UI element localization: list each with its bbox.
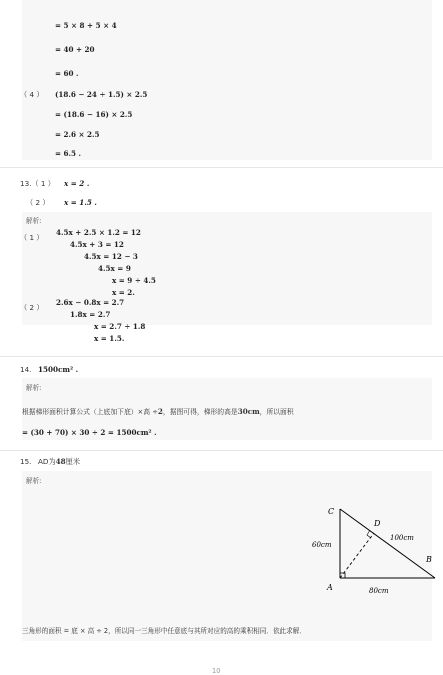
vertex-label-c: C bbox=[328, 507, 335, 516]
formula: = (30 + 70) × 30 ÷ 2 = 1500cm² . bbox=[22, 428, 157, 437]
vertex-label-d: D bbox=[374, 519, 381, 528]
explanation: 根据梯形面积计算公式（上底加下底）×高 ÷2，据图可得，梯形的高是30cm，所以面积 bbox=[22, 407, 294, 416]
step-line: 1.8x = 2.7 bbox=[70, 310, 111, 319]
question-number: 15. bbox=[20, 457, 32, 466]
side-label-ab: 80cm bbox=[369, 587, 389, 595]
vertex-label-b: B bbox=[426, 555, 432, 564]
question-number: 14. bbox=[20, 365, 32, 374]
part-label: （ 1 ） bbox=[20, 233, 44, 242]
analysis-label: 解析: bbox=[26, 477, 42, 485]
side-label-ca: 60cm bbox=[312, 541, 332, 549]
part-label: （ 2 ） bbox=[26, 198, 50, 207]
step-line: = 60 . bbox=[55, 69, 79, 78]
part-label: （ 2 ） bbox=[20, 303, 44, 312]
step-line: 4.5x + 3 = 12 bbox=[70, 240, 124, 249]
triangle-figure bbox=[300, 495, 440, 605]
question-number: 13.（ 1 ） bbox=[20, 179, 55, 188]
analysis-label: 解析: bbox=[26, 217, 42, 225]
answer: x = 2 . bbox=[64, 179, 90, 188]
answer: AD为48厘米 bbox=[38, 457, 81, 466]
analysis-label: 解析: bbox=[26, 384, 42, 392]
side-label-cb: 100cm bbox=[390, 534, 414, 542]
step-line: 2.6x − 0.8x = 2.7 bbox=[56, 298, 125, 307]
explanation: 三角形的面积 = 底 × 高 ÷ 2，所以同一三角形中任意底与其所对应的高的乘积相同．依此求解． bbox=[22, 627, 306, 635]
step-line: 4.5x = 9 bbox=[98, 264, 131, 273]
answer: 1500cm² . bbox=[38, 365, 79, 374]
part-label: （ 4 ） bbox=[20, 90, 44, 99]
step-line: 4.5x + 2.5 × 1.2 = 12 bbox=[56, 228, 141, 237]
step-line: = 40 + 20 bbox=[55, 45, 95, 54]
divider bbox=[0, 167, 443, 168]
step-line: x = 2. bbox=[112, 288, 135, 297]
step-line: = 2.6 × 2.5 bbox=[55, 130, 100, 139]
step-line: = 6.5 . bbox=[55, 149, 82, 158]
step-line: x = 9 ÷ 4.5 bbox=[112, 276, 156, 285]
step-line: (18.6 − 24 ÷ 1.5) × 2.5 bbox=[55, 90, 148, 99]
page-number: 10 bbox=[212, 667, 221, 675]
step-line: x = 2.7 ÷ 1.8 bbox=[94, 322, 146, 331]
divider bbox=[0, 356, 443, 357]
divider bbox=[0, 450, 443, 451]
step-line: = 5 × 8 + 5 × 4 bbox=[55, 21, 117, 30]
vertex-label-a: A bbox=[327, 583, 333, 592]
step-line: = (18.6 − 16) × 2.5 bbox=[55, 110, 133, 119]
answer: x = 1.5 . bbox=[64, 198, 97, 207]
step-line: x = 1.5. bbox=[94, 334, 125, 343]
step-line: 4.5x = 12 − 3 bbox=[84, 252, 138, 261]
